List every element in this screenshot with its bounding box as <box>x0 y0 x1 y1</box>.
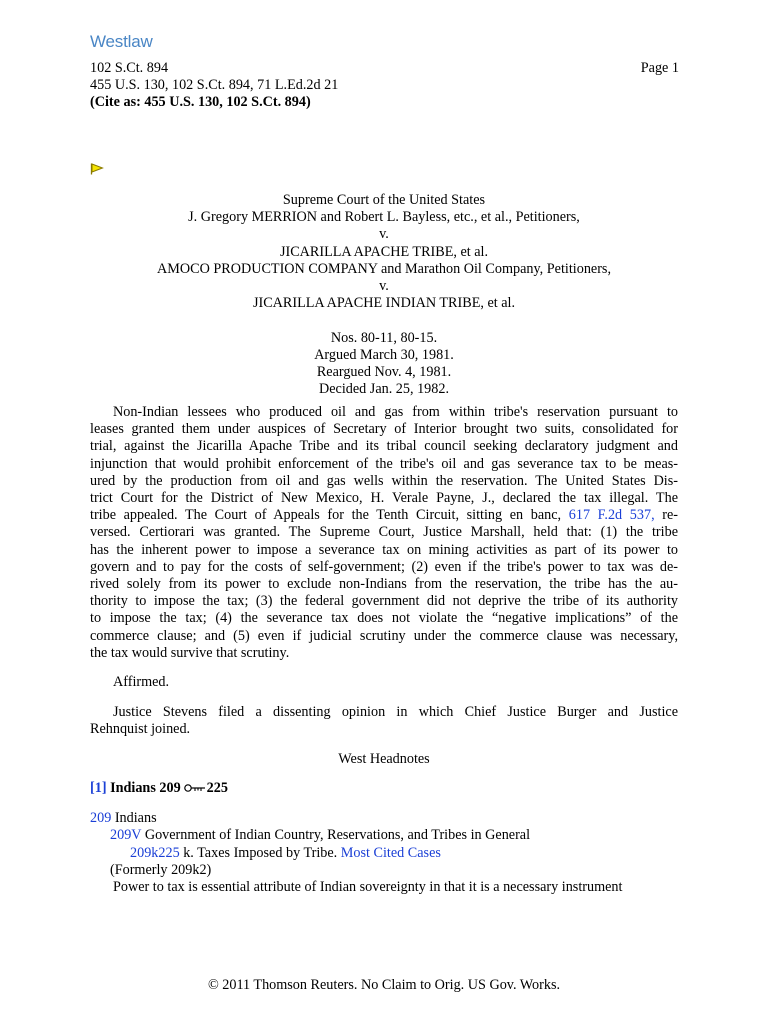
westlaw-logo: Westlaw <box>90 32 153 51</box>
key-line <box>130 845 441 862</box>
headnote-1-key: 225 <box>206 780 228 796</box>
synopsis-line: trict Court for the District of New Mexico, H. Verale Payne, J., declared the tax illegal. The <box>90 490 678 507</box>
dissent-line-1: Justice Stevens filed a dissenting opinion in which Chief Justice Burger and Justice <box>113 704 678 720</box>
synopsis-line: trial, against the Jicarilla Apache Tribe and its tribal council seeking declaratory judgment and <box>90 438 678 455</box>
disposition: Affirmed. <box>113 674 170 690</box>
subtopic-209v-link[interactable]: 209V <box>110 827 142 843</box>
page-number: Page 1 <box>640 60 679 76</box>
synopsis-line: versed. Certiorari was granted. The Supreme Court, Justice Marshall, held that: (1) the tribe <box>90 524 678 541</box>
synopsis-line: govern and to pay for the costs of self-government; (2) even if the tribe's power to tax was de- <box>90 558 678 575</box>
synopsis-line: thority to impose the tax; (3) the federal government did not deprive the tribe of its authority <box>90 593 678 610</box>
headnote-1-topic: Indians 209 <box>110 780 181 796</box>
party-3: AMOCO PRODUCTION COMPANY and Marathon Oil Company, Petitioners, <box>157 260 611 277</box>
citation-block <box>90 60 680 112</box>
headnote-text: Power to tax is essential attribute of Indian sovereignty in that it is a necessary instrument <box>113 879 623 895</box>
citation-line-2: 455 U.S. 130, 102 S.Ct. 894, 71 L.Ed.2d 21 <box>90 77 339 94</box>
subtopic-line <box>110 827 530 844</box>
dissent-note <box>90 704 678 738</box>
topic-line <box>90 810 157 827</box>
court-name: Supreme Court of the United States <box>282 192 486 208</box>
headnote-1-title <box>90 780 228 798</box>
decided-date: Decided Jan. 25, 1982. <box>318 381 450 398</box>
synopsis <box>90 404 678 662</box>
party-2: JICARILLA APACHE TRIBE, et al. <box>279 243 489 260</box>
headnote-1-link[interactable]: [1] <box>90 780 107 796</box>
topic-name: Indians <box>114 810 157 826</box>
argued-date: Argued March 30, 1981. <box>314 346 454 363</box>
dissent-line-2: Rehnquist joined. <box>90 721 191 738</box>
versus-2: v. <box>379 277 389 294</box>
synopsis-line: ured by the production from oil and gas wells within the reservation. The United States Dis- <box>90 472 678 489</box>
versus-1: v. <box>379 226 389 243</box>
synopsis-line: leases granted them under auspices of Secretary of Interior brought two suits, consolidated for <box>90 421 678 438</box>
subtopic-name: Government of Indian Country, Reservations, and Tribes in General <box>144 827 531 843</box>
synopsis-line: commerce clause; and (5) even if judicial scrutiny under the commerce clause was necessary, <box>90 627 678 644</box>
citation-link-617-f2d-537[interactable]: 617 F.2d 537, <box>568 507 655 524</box>
topic-209-link[interactable]: 209 <box>90 810 112 826</box>
key-209k225-link[interactable]: 209k225 <box>130 845 180 861</box>
synopsis-line: Non-Indian lessees who produced oil and gas from within tribe's reservation pursuant to <box>113 404 678 420</box>
synopsis-text: re- <box>662 507 679 524</box>
key-number-icon <box>184 781 206 798</box>
synopsis-line-with-citation <box>90 507 678 524</box>
reargued-date: Reargued Nov. 4, 1981. <box>316 363 452 380</box>
synopsis-text: tribe appealed. The Court of Appeals for the Tenth Circuit, sitting en banc, <box>90 507 562 524</box>
citation-line-1: 102 S.Ct. 894 <box>90 60 169 76</box>
synopsis-line: to impose the tax; (4) the severance tax does not violate the “negative implications” of the <box>90 610 678 627</box>
synopsis-line: the tax would survive that scrutiny. <box>90 644 290 661</box>
party-4: JICARILLA APACHE INDIAN TRIBE, et al. <box>252 295 516 312</box>
party-1: J. Gregory MERRION and Robert L. Bayless, etc., et al., Petitioners, <box>188 209 580 226</box>
key-name: k. Taxes Imposed by Tribe. <box>183 845 338 861</box>
case-caption <box>90 192 678 398</box>
synopsis-line: injunction that would prohibit enforcement of the tribe's oil and gas severance tax to be meas- <box>90 455 678 472</box>
docket-numbers: Nos. 80-11, 80-15. <box>330 329 438 346</box>
cite-as-line: (Cite as: 455 U.S. 130, 102 S.Ct. 894) <box>90 94 311 111</box>
synopsis-line: has the inherent power to impose a severance tax on mining activities as part of its power to <box>90 541 678 558</box>
yellow-flag-icon[interactable] <box>90 163 104 180</box>
copyright-footer: © 2011 Thomson Reuters. No Claim to Orig. US Gov. Works. <box>207 977 561 993</box>
headnotes-section-title: West Headnotes <box>338 751 430 767</box>
most-cited-cases-link[interactable]: Most Cited Cases <box>340 845 441 861</box>
formerly-line: (Formerly 209k2) <box>110 862 212 878</box>
synopsis-line: rived solely from its power to exclude non-Indians from the reservation, the tribe has the au- <box>90 576 678 593</box>
